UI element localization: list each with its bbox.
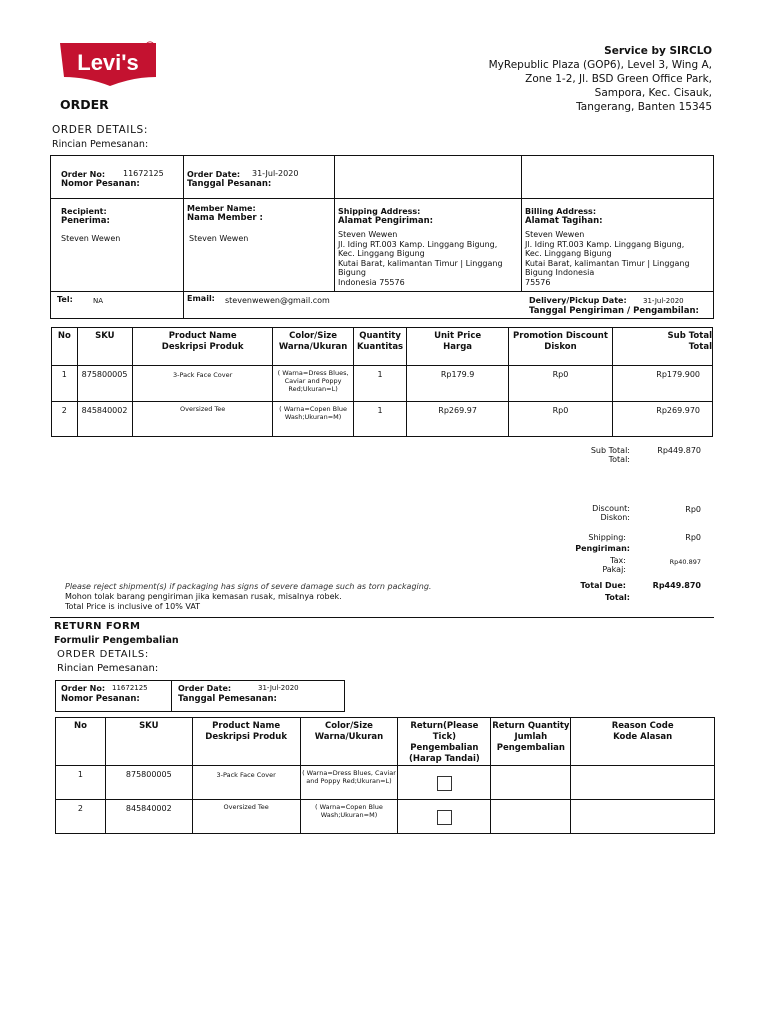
col-header-color-size: Color/Size Warna/Ukuran <box>273 328 354 366</box>
items-header-row <box>52 328 713 366</box>
shipping-total-label: Shipping: <box>588 533 626 542</box>
return-order-date-value: 31-Jul-2020 <box>258 684 299 692</box>
cell-discount: Rp0 <box>509 366 613 402</box>
cell-no: 1 <box>56 766 106 800</box>
email-label: Email: <box>187 294 215 303</box>
note-line: Total Price is inclusive of 10% VAT <box>65 602 201 611</box>
tax-value: Rp40.897 <box>669 558 701 566</box>
items-table <box>51 327 713 437</box>
shipping-total-sub: Pengiriman: <box>575 544 630 553</box>
return-col-quantity: Return Quantity Jumlah Pengembalian <box>491 718 571 766</box>
return-order-no-value: 11672125 <box>112 684 148 692</box>
reason-code-cell[interactable] <box>571 766 715 800</box>
order-heading: ORDER <box>60 97 109 112</box>
notes <box>65 582 431 612</box>
cell-product-name: Oversized Tee <box>133 402 273 437</box>
recipient-label: Recipient: <box>61 207 107 216</box>
cell-sku: 845840002 <box>77 402 132 437</box>
return-details-sub: Rincian Pemesanan: <box>57 663 159 674</box>
shipping-sub: Alamat Pengiriman: <box>338 216 434 226</box>
service-info <box>412 44 712 114</box>
order-no-sub: Nomor Pesanan: <box>61 179 140 189</box>
col-header-discount: Promotion Discount Diskon <box>509 328 613 366</box>
cell-sku: 875800005 <box>105 766 192 800</box>
return-table <box>55 717 715 834</box>
col-header-product: Product Name Deskripsi Produk <box>133 328 273 366</box>
member-sub: Nama Member : <box>187 213 263 223</box>
svg-text:R: R <box>147 44 153 51</box>
cell-discount: Rp0 <box>509 402 613 437</box>
levis-logo <box>58 41 162 87</box>
service-address-line: MyRepublic Plaza (GOP6), Level 3, Wing A, <box>488 59 712 71</box>
cell-subtotal: Rp269.970 <box>612 402 712 437</box>
member-label: Member Name: <box>187 204 256 213</box>
total-due-value: Rp449.870 <box>652 581 701 590</box>
total-due-sub: Total: <box>604 593 630 602</box>
shipping-address: Steven Wewen Jl. Iding RT.003 Kamp. Linggang Bigung, Kec. Linggang Bigung Kutai Barat, kalimantan Timur | Linggang Bigung Indonesia 75576 <box>338 230 503 287</box>
return-quantity-cell[interactable] <box>491 766 571 800</box>
return-tick-cell <box>398 800 491 834</box>
return-quantity-cell[interactable] <box>491 800 571 834</box>
shipping-label: Shipping Address: <box>338 207 421 216</box>
order-date-label: Order Date: <box>187 170 241 179</box>
order-date-value: 31-Jul-2020 <box>252 169 299 178</box>
return-header-row <box>56 718 715 766</box>
cell-no: 2 <box>52 402 78 437</box>
cell-sku: 845840002 <box>105 800 192 834</box>
recipient-value: Steven Wewen <box>61 234 121 243</box>
return-col-color-size: Color/Size Warna/Ukuran <box>300 718 398 766</box>
cell-product-name: Oversized Tee <box>192 800 300 834</box>
billing-address: Steven Wewen Jl. Iding RT.003 Kamp. Linggang Bigung, Kec. Linggang Bigung Kutai Barat, kalimantan Timur | Linggang Bigung Indonesia 75576 <box>525 230 690 287</box>
return-details-label: ORDER DETAILS: <box>57 649 149 660</box>
return-order-box <box>55 680 345 712</box>
cell-variant: ( Warna=Dress Blues, Caviar and Poppy Red;Ukuran=L) <box>300 766 398 800</box>
note-line: Please reject shipment(s) if packaging has signs of severe damage such as torn packaging. <box>65 582 432 591</box>
billing-sub: Alamat Tagihan: <box>525 216 603 226</box>
col-header-sku: SKU <box>77 328 132 366</box>
cell-qty: 1 <box>353 366 406 402</box>
return-order-no-sub: Nomor Pesanan: <box>61 694 140 704</box>
return-checkbox[interactable] <box>437 810 452 825</box>
total-due-label: Total Due: <box>580 581 626 590</box>
tax-label: Tax: Pakaj: <box>602 556 626 574</box>
discount-value: Rp0 <box>685 505 701 514</box>
cell-no: 1 <box>52 366 78 402</box>
section-divider <box>50 617 714 618</box>
cell-subtotal: Rp179.900 <box>612 366 712 402</box>
return-col-no: No <box>56 718 106 766</box>
cell-sku: 875800005 <box>77 366 132 402</box>
subtotal-label: Sub Total: Total: <box>590 446 630 464</box>
cell-no: 2 <box>56 800 106 834</box>
order-details-label: ORDER DETAILS: <box>52 124 148 136</box>
col-header-unit-price: Unit Price Harga <box>407 328 509 366</box>
cell-variant: ( Warna=Copen Blue Wash;Ukuran=M) <box>300 800 398 834</box>
reason-code-cell[interactable] <box>571 800 715 834</box>
col-header-no: No <box>52 328 78 366</box>
table-row <box>52 366 713 402</box>
delivery-date: 31-Jul-2020 <box>643 297 684 305</box>
cell-variant: ( Warna=Dress Blues, Caviar and Poppy Red;Ukuran=L) <box>273 366 354 402</box>
shipping-total-value: Rp0 <box>685 533 701 542</box>
discount-label: Discount: Diskon: <box>592 504 630 522</box>
service-address-line: Zone 1-2, Jl. BSD Green Office Park, <box>525 73 712 85</box>
order-date-sub: Tanggal Pesanan: <box>187 179 272 189</box>
member-value: Steven Wewen <box>189 234 249 243</box>
email-value: stevenwewen@gmail.com <box>225 296 330 305</box>
table-row <box>52 402 713 437</box>
return-col-sku: SKU <box>105 718 192 766</box>
subtotal-value: Rp449.870 <box>657 446 701 455</box>
cell-qty: 1 <box>353 402 406 437</box>
order-no-label: Order No: <box>61 170 106 179</box>
tel-label: Tel: <box>57 295 73 304</box>
table-row <box>56 800 715 834</box>
col-header-subtotal: Sub Total Total <box>612 328 712 366</box>
billing-label: Billing Address: <box>525 207 597 216</box>
return-col-tick: Return(Please Tick) Pengembalian (Harap Tandai) <box>398 718 491 766</box>
delivery-label: Delivery/Pickup Date: <box>529 296 627 305</box>
logo-text: Levi's <box>77 50 139 75</box>
order-info-box <box>50 155 714 319</box>
return-tick-cell <box>398 766 491 800</box>
delivery-sub: Tanggal Pengiriman / Pengambilan: <box>529 306 699 316</box>
return-form-sub: Formulir Pengembalian <box>54 635 179 646</box>
cell-variant: ( Warna=Copen Blue Wash;Ukuran=M) <box>273 402 354 437</box>
recipient-sub: Penerima: <box>61 216 110 226</box>
cell-product-name: 3-Pack Face Cover <box>192 766 300 800</box>
cell-unit-price: Rp179.9 <box>407 366 509 402</box>
order-no-value: 11672125 <box>123 169 164 178</box>
cell-product-name: 3-Pack Face Cover <box>133 366 273 402</box>
return-order-date-sub: Tanggal Pemesanan: <box>178 694 277 704</box>
return-col-reason: Reason Code Kode Alasan <box>571 718 715 766</box>
return-order-date-label: Order Date: <box>178 684 232 693</box>
service-address-line: Sampora, Kec. Cisauk, <box>594 87 712 99</box>
table-row <box>56 766 715 800</box>
cell-unit-price: Rp269.97 <box>407 402 509 437</box>
col-header-quantity: Quantity Kuantitas <box>353 328 406 366</box>
return-order-no-label: Order No: <box>61 684 106 693</box>
return-col-product: Product Name Deskripsi Produk <box>192 718 300 766</box>
note-line: Mohon tolak barang pengiriman jika kemasan rusak, misalnya robek. <box>65 592 342 601</box>
tel-value: NA <box>93 297 104 305</box>
service-title: Service by SIRCLO <box>604 45 712 57</box>
return-checkbox[interactable] <box>437 776 452 791</box>
order-details-sub: Rincian Pemesanan: <box>52 139 149 150</box>
return-form-title: RETURN FORM <box>54 621 141 632</box>
service-address-line: Tangerang, Banten 15345 <box>576 101 712 113</box>
